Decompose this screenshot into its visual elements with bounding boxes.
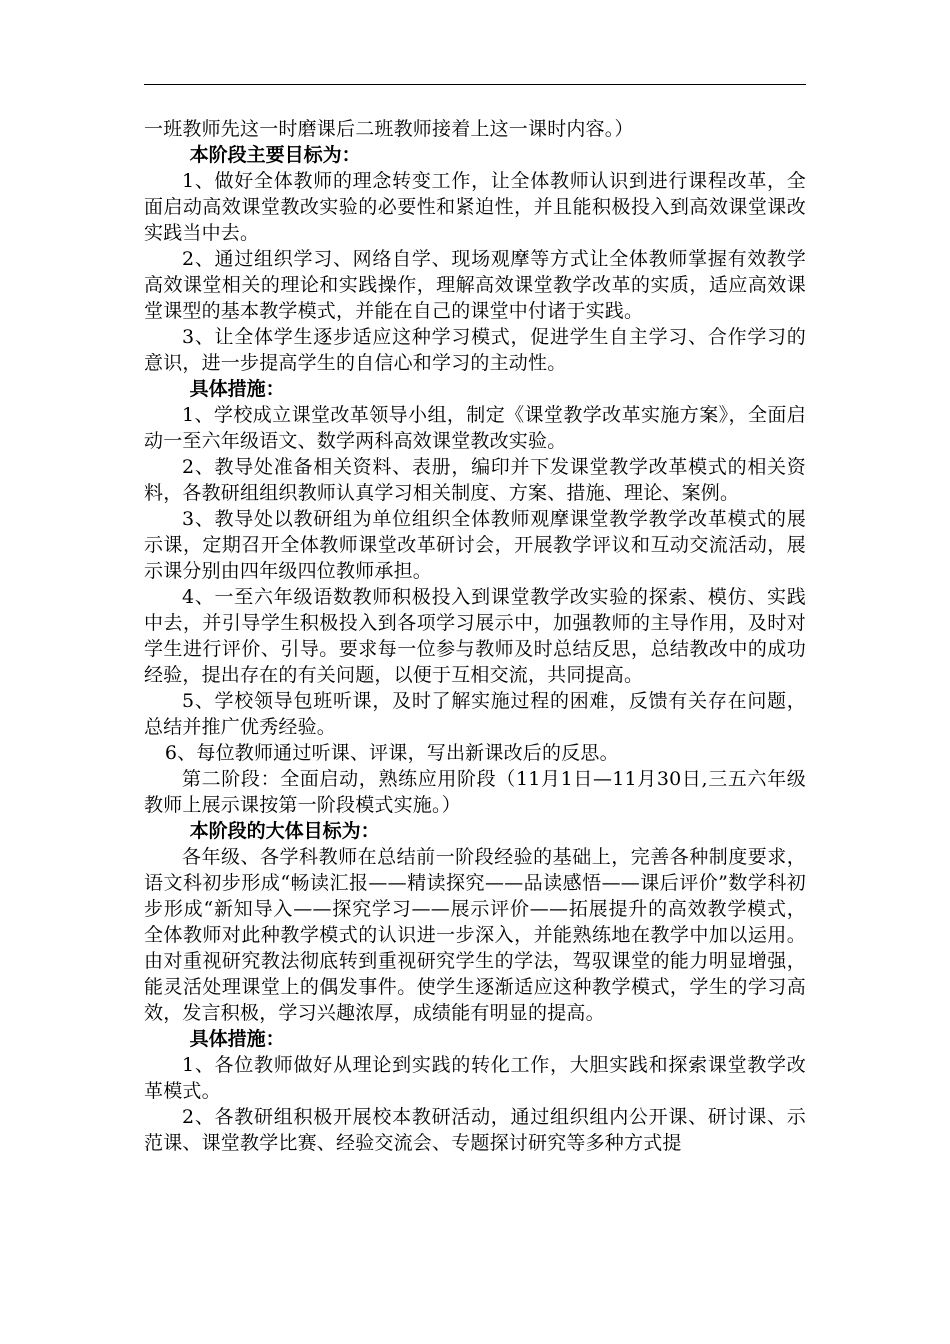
- section-heading: 本阶段的大体目标为：: [189, 820, 380, 842]
- paragraph: 2、教导处准备相关资料、表册，编印并下发课堂教学改革模式的相关资料，各教研组组织教师认真学习相关制度、方案、措施、理论、案例。: [144, 456, 806, 504]
- section-heading: 具体措施：: [189, 378, 285, 400]
- paragraph: 5、学校领导包班听课，及时了解实施过程的困难，反馈有关存在问题，总结并推广优秀经验。: [144, 690, 806, 738]
- paragraph: 3、教导处以教研组为单位组织全体教师观摩课堂教学教学改革模式的展示课，定期召开全体教师课堂改革研讨会，开展教学评议和互动交流活动，展示课分别由四年级四位教师承担。: [144, 508, 806, 582]
- paragraph: 4、一至六年级语数教师积极投入到课堂教学改实验的探索、模仿、实践中去，并引导学生积极投入到各项学习展示中，加强教师的主导作用，及时对学生进行评价、引导。要求每一位参与教师及时总结反思，总结教改中的成功经验，提出存在的有关问题，以便于互相交流，共同提高。: [144, 586, 806, 686]
- paragraph: 6、每位教师通过听课、评课，写出新课改后的反思。: [164, 742, 619, 764]
- paragraph: 1、各位教师做好从理论到实践的转化工作，大胆实践和探索课堂教学改革模式。: [144, 1054, 806, 1102]
- paragraph: 1、做好全体教师的理念转变工作，让全体教师认识到进行课程改革，全面启动高效课堂教改实验的必要性和紧迫性，并且能积极投入到高效课堂课改实践当中去。: [144, 170, 806, 244]
- section-heading: 本阶段主要目标为：: [189, 144, 361, 166]
- paragraph: 一班教师先这一时磨课后二班教师接着上这一课时内容。）: [144, 118, 634, 140]
- paragraph: 各年级、各学科教师在总结前一阶段经验的基础上，完善各种制度要求，语文科初步形成“畅读汇报——精读探究——品读感悟——课后评价”数学科初步形成“新知导入——探究学习——展示评价——拓展提升的高效教学模式，全体教师对此种教学模式的认识进一步深入，并能熟练地在教学中加以运用。由对重视研究教法彻底转到重视研究学生的学法，驾驭课堂的能力明显增强，能灵活处理课堂上的偶发事件。使学生逐渐适应这种教学模式，学生的学习高效，发言积极，学习兴趣浓厚，成绩能有明显的提高。: [144, 846, 806, 1024]
- paragraph: 2、各教研组积极开展校本教研活动，通过组织组内公开课、研讨课、示范课、课堂教学比赛、经验交流会、专题探讨研究等多种方式提: [144, 1106, 806, 1154]
- paragraph: 2、通过组织学习、网络自学、现场观摩等方式让全体教师掌握有效教学高效课堂相关的理论和实践操作，理解高效课堂教学改革的实质，适应高效课堂课型的基本教学模式，并能在自己的课堂中付诸于实践。: [144, 248, 806, 322]
- paragraph: 1、学校成立课堂改革领导小组，制定《课堂教学改革实施方案》，全面启动一至六年级语文、数学两科高效课堂教改实验。: [144, 404, 806, 452]
- paragraph: 3、让全体学生逐步适应这种学习模式，促进学生自主学习、合作学习的意识，进一步提高学生的自信心和学习的主动性。: [144, 326, 806, 374]
- paragraph: 第二阶段：全面启动，熟练应用阶段（11月1日—11月30日,三五六年级教师上展示课按第一阶段模式实施。）: [144, 768, 806, 816]
- document-body: [144, 116, 806, 1156]
- header-rule: [144, 84, 806, 85]
- section-heading: 具体措施：: [189, 1028, 285, 1050]
